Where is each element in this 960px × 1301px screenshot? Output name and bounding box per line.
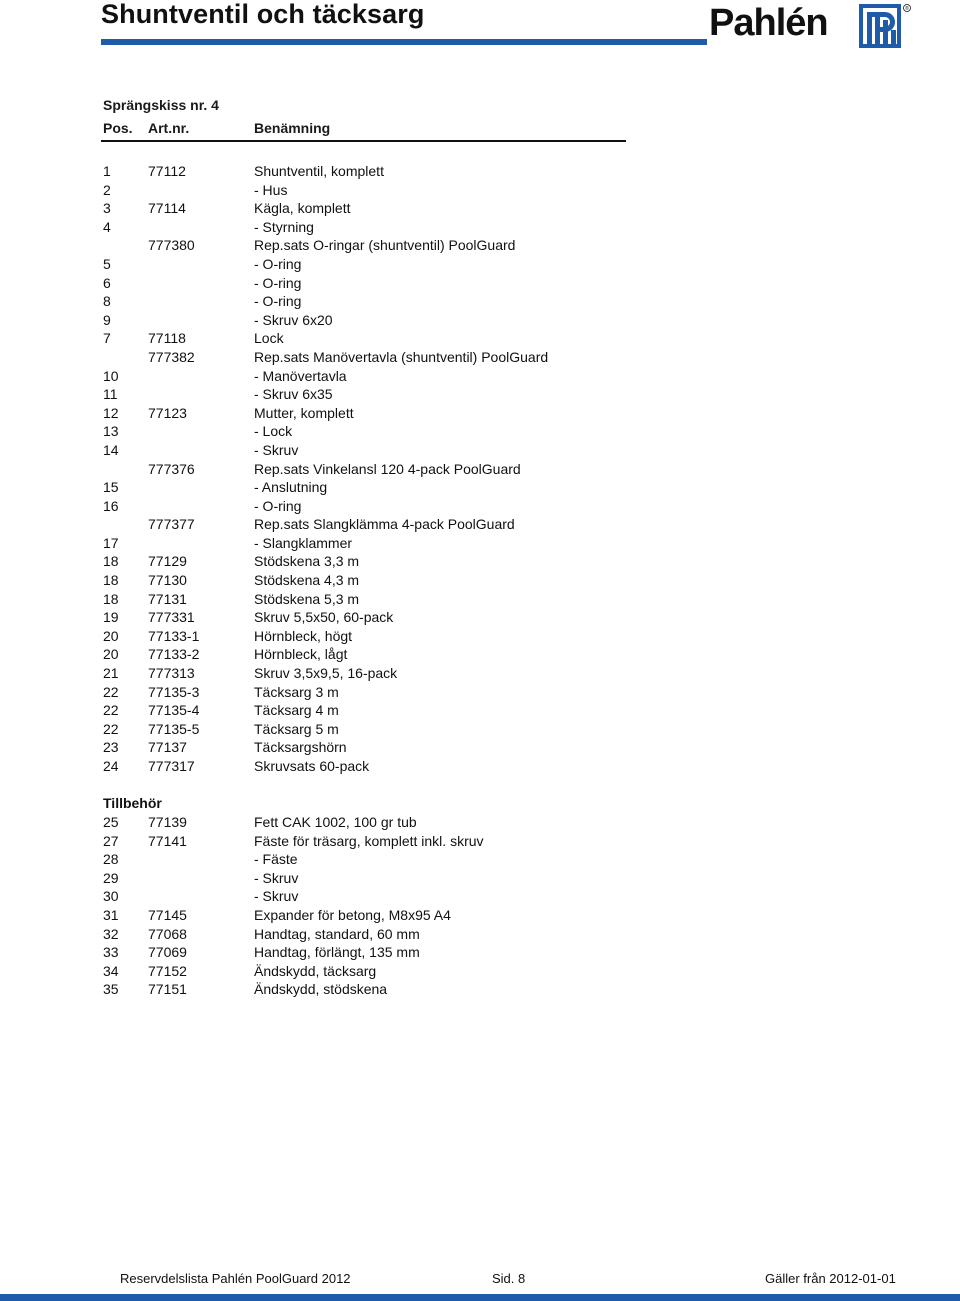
art-cell: 77133-2 <box>148 646 200 663</box>
table-row <box>0 199 960 218</box>
name-cell: - Skruv <box>254 869 299 886</box>
name-cell: Fett CAK 1002, 100 gr tub <box>254 814 417 830</box>
name-cell: Shuntventil, komplett <box>254 163 384 179</box>
art-cell: 77114 <box>148 200 186 217</box>
pos-cell: 16 <box>103 497 119 514</box>
pos-cell: 22 <box>103 702 119 719</box>
art-cell: 77133-1 <box>148 627 200 644</box>
table-row <box>0 645 960 664</box>
name-cell: Rep.sats Vinkelansl 120 4-pack PoolGuard <box>254 460 521 477</box>
exploded-view-number: Sprängskiss nr. 4 <box>103 97 219 113</box>
name-cell: - Lock <box>254 423 293 440</box>
logo-wordmark: Pahlén <box>709 2 828 44</box>
art-cell: 77151 <box>148 981 187 998</box>
column-header-art: Art.nr. <box>148 120 190 136</box>
pos-cell: 2 <box>103 181 111 198</box>
name-cell: - Skruv <box>254 441 299 458</box>
pos-cell: 21 <box>103 665 119 682</box>
pos-cell: 7 <box>103 330 111 347</box>
table-row <box>0 571 960 590</box>
name-cell: Expander för betong, M8x95 A4 <box>254 906 451 923</box>
table-row <box>0 162 960 181</box>
pos-cell: 25 <box>103 814 119 830</box>
pos-cell: 31 <box>103 906 119 923</box>
table-row <box>0 906 960 925</box>
name-cell: Täcksarg 4 m <box>254 702 339 719</box>
name-cell: Handtag, förlängt, 135 mm <box>254 944 420 961</box>
pos-cell: 15 <box>103 479 119 496</box>
table-row <box>0 255 960 274</box>
name-cell: Hörnbleck, högt <box>254 627 353 644</box>
pos-cell: 10 <box>103 367 119 384</box>
art-cell: 777331 <box>148 609 195 626</box>
name-cell: Stödskena 5,3 m <box>254 590 360 607</box>
name-cell: Rep.sats Manövertavla (shuntventil) PoolGuard <box>254 348 549 365</box>
art-cell: 77135-4 <box>148 702 200 719</box>
svg-text:®: ® <box>905 6 909 12</box>
pos-cell: 24 <box>103 758 119 774</box>
art-cell: 77135-3 <box>148 683 200 700</box>
name-cell: Lock <box>254 330 284 347</box>
art-cell: 77139 <box>148 814 187 830</box>
art-cell: 77131 <box>148 590 187 607</box>
table-row <box>0 720 960 739</box>
name-cell: - Manövertavla <box>254 367 347 384</box>
column-header-rule <box>101 140 626 142</box>
pos-cell: 34 <box>103 962 119 979</box>
pos-cell: 9 <box>103 311 111 328</box>
table-row <box>0 181 960 200</box>
page-title: Shuntventil och täcksarg <box>101 0 425 29</box>
table-row <box>0 683 960 702</box>
art-cell: 777380 <box>148 237 195 254</box>
table-row <box>0 274 960 293</box>
art-cell: 777376 <box>148 460 195 477</box>
name-cell: Täcksarg 3 m <box>254 683 339 700</box>
parts-list <box>0 162 960 776</box>
pos-cell: 27 <box>103 832 119 849</box>
name-cell: Täcksarg 5 m <box>254 720 339 737</box>
art-cell: 777313 <box>148 665 195 682</box>
table-row <box>0 943 960 962</box>
table-row <box>0 738 960 757</box>
table-row <box>0 552 960 571</box>
table-row <box>0 627 960 646</box>
art-cell: 77137 <box>148 739 187 756</box>
name-cell: Skruv 3,5x9,5, 16-pack <box>254 665 398 682</box>
art-cell: 77068 <box>148 925 187 942</box>
table-row <box>0 887 960 906</box>
art-cell: 77129 <box>148 553 187 570</box>
name-cell: Fäste för träsarg, komplett inkl. skruv <box>254 832 484 849</box>
accessories-list <box>0 813 960 999</box>
accessories-heading: Tillbehör <box>103 795 162 811</box>
table-row <box>0 441 960 460</box>
name-cell: - Fäste <box>254 851 298 868</box>
art-cell: 77135-5 <box>148 720 200 737</box>
name-cell: Rep.sats Slangklämma 4-pack PoolGuard <box>254 516 515 533</box>
pos-cell: 29 <box>103 869 119 886</box>
name-cell: - O-ring <box>254 255 302 272</box>
art-cell: 777317 <box>148 758 195 774</box>
table-row <box>0 980 960 999</box>
pos-cell: 13 <box>103 423 119 440</box>
table-row <box>0 422 960 441</box>
art-cell: 77069 <box>148 944 187 961</box>
name-cell: Täcksargshörn <box>254 739 347 756</box>
name-cell: Skruvsats 60-pack <box>254 758 370 774</box>
art-cell: 77112 <box>148 163 186 179</box>
table-row <box>0 869 960 888</box>
table-row <box>0 367 960 386</box>
art-cell: 77152 <box>148 962 187 979</box>
pos-cell: 30 <box>103 888 119 905</box>
footer-page-number: Sid. 8 <box>492 1271 526 1286</box>
name-cell: Kägla, komplett <box>254 200 351 217</box>
pos-cell: 33 <box>103 944 119 961</box>
table-row <box>0 404 960 423</box>
table-row <box>0 348 960 367</box>
art-cell: 77145 <box>148 906 187 923</box>
pos-cell: 18 <box>103 590 119 607</box>
name-cell: - Styrning <box>254 218 314 235</box>
table-row <box>0 478 960 497</box>
pos-cell: 20 <box>103 646 119 663</box>
pos-cell: 23 <box>103 739 119 756</box>
table-row <box>0 292 960 311</box>
art-cell: 77141 <box>148 832 187 849</box>
table-row <box>0 385 960 404</box>
footer-valid-from: Gäller från 2012-01-01 <box>765 1271 896 1286</box>
name-cell: - Skruv 6x20 <box>254 311 333 328</box>
pos-cell: 35 <box>103 981 119 998</box>
pos-cell: 28 <box>103 851 119 868</box>
table-row <box>0 515 960 534</box>
table-row <box>0 608 960 627</box>
name-cell: Hörnbleck, lågt <box>254 646 348 663</box>
pos-cell: 6 <box>103 274 111 291</box>
pos-cell: 1 <box>103 163 111 179</box>
name-cell: Rep.sats O-ringar (shuntventil) PoolGuard <box>254 237 516 254</box>
pos-cell: 22 <box>103 683 119 700</box>
art-cell: 77118 <box>148 330 186 347</box>
table-row <box>0 850 960 869</box>
column-header-pos: Pos. <box>103 120 133 136</box>
table-row <box>0 329 960 348</box>
table-row <box>0 497 960 516</box>
name-cell: - O-ring <box>254 497 302 514</box>
name-cell: Stödskena 4,3 m <box>254 572 360 589</box>
pos-cell: 20 <box>103 627 119 644</box>
name-cell: Mutter, komplett <box>254 404 354 421</box>
table-row <box>0 701 960 720</box>
pos-cell: 12 <box>103 404 119 421</box>
table-row <box>0 218 960 237</box>
table-row <box>0 962 960 981</box>
pos-cell: 5 <box>103 255 111 272</box>
header-rule <box>101 39 707 45</box>
pos-cell: 18 <box>103 553 119 570</box>
name-cell: - Slangklammer <box>254 534 353 551</box>
table-row <box>0 925 960 944</box>
name-cell: Ändskydd, stödskena <box>254 981 388 998</box>
name-cell: Stödskena 3,3 m <box>254 553 360 570</box>
footer-document-title: Reservdelslista Pahlén PoolGuard 2012 <box>120 1271 351 1286</box>
pos-cell: 19 <box>103 609 119 626</box>
pos-cell: 18 <box>103 572 119 589</box>
pos-cell: 14 <box>103 441 119 458</box>
pos-cell: 32 <box>103 925 119 942</box>
name-cell: - O-ring <box>254 293 302 310</box>
pos-cell: 4 <box>103 218 111 235</box>
name-cell: - O-ring <box>254 274 302 291</box>
table-row <box>0 664 960 683</box>
footer-rule <box>0 1294 960 1301</box>
pahlen-p-icon <box>859 4 911 48</box>
name-cell: Ändskydd, täcksarg <box>254 962 377 979</box>
name-cell: - Skruv 6x35 <box>254 386 333 403</box>
table-row <box>0 832 960 851</box>
name-cell: Handtag, standard, 60 mm <box>254 925 420 942</box>
pos-cell: 3 <box>103 200 111 217</box>
name-cell: - Skruv <box>254 888 299 905</box>
pos-cell: 11 <box>103 386 118 403</box>
art-cell: 777382 <box>148 348 195 365</box>
name-cell: Skruv 5,5x50, 60-pack <box>254 609 394 626</box>
table-row <box>0 460 960 479</box>
art-cell: 77130 <box>148 572 187 589</box>
name-cell: - Hus <box>254 181 288 198</box>
pos-cell: 17 <box>103 534 119 551</box>
column-header-name: Benämning <box>254 120 331 136</box>
table-row <box>0 590 960 609</box>
table-row <box>0 236 960 255</box>
art-cell: 77123 <box>148 404 187 421</box>
table-row <box>0 311 960 330</box>
name-cell: - Anslutning <box>254 479 328 496</box>
table-row <box>0 534 960 553</box>
table-row <box>0 813 960 832</box>
table-row <box>0 757 960 776</box>
art-cell: 777377 <box>148 516 195 533</box>
pos-cell: 8 <box>103 293 111 310</box>
pos-cell: 22 <box>103 720 119 737</box>
